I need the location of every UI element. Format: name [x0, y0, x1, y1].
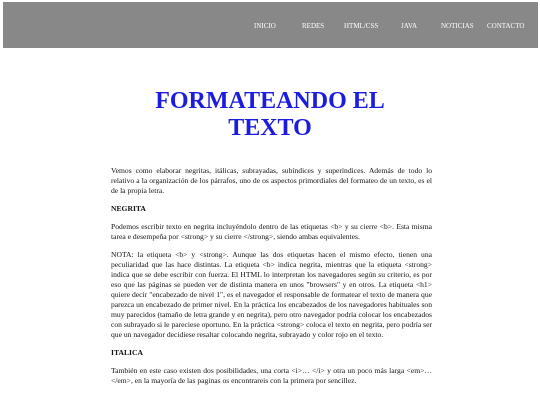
nav-item-redes[interactable]: REDES — [302, 22, 325, 30]
nav-item-noticias[interactable]: NOTICIAS — [441, 22, 474, 30]
article-content — [111, 166, 432, 394]
section-heading-negrita: NEGRITA — [111, 204, 146, 213]
section-heading-italica: ITALICA — [111, 348, 143, 357]
intro-paragraph: Vemos como elaborar negritas, itálicas, subrayadas, subíndices y superíndices. Además de todo lo relativo a la organización de los párrafos, uno de os aspectos primordiales del formateo de un texto, es el de la propia letra. — [111, 166, 432, 195]
page-title — [0, 88, 540, 142]
negrita-paragraph-1: Podemos escribir texto en negrita incluyéndolo dentro de las etiquetas <b> y su cierre <b>. Esta misma tarea e desempeña por <strong> y su cierre </strong>, siendo ambas equivalentes. — [111, 222, 432, 241]
nav-item-inicio[interactable]: INICIO — [254, 22, 276, 30]
nav-item-java[interactable]: JAVA — [401, 22, 418, 30]
page-title-line-1: FORMATEANDO EL — [155, 88, 385, 114]
nav-item-contacto[interactable]: CONTACTO — [487, 22, 525, 30]
italica-paragraph-1: También en este caso existen dos posibilidades, una corta <i>… </i> y otra un poco más larga <em>… </em>, en la mayoría de las paginas os encontrareis con la primera por sencillez. — [111, 366, 432, 385]
page-title-line-2: TEXTO — [228, 115, 312, 141]
negrita-note-paragraph: NOTA: la etiqueta <b> y <strong>. Aunque las dos etiquetas hacen el mismo efecto, tienen una peculiaridad que las hace distintas. La etiqueta <b> indica negrita, mientras que la etiqueta <strong> indica que se debe escribir con fuerza. El HTML lo interpretan los navegadores según su criterio, es por eso que las páginas se pueden ver de distinta manera en unos "browsers" y en otros. La etiqueta <h1> quiere decir "encabezado de nivel 1", es el navegador el responsable de formatear el texto de manera que parezca un encabezado de primer nivel. En la práctica los encabezados de los navegadores habituales son muy parecidos (tamaño de letra grande y en negrita), pero otro navegador podría colocar los encabezados con subrayado si le pareciese oportuno. En la práctica <strong> coloca el texto en negrita, pero podría ser que un navegador decidiese resaltar colocando negrita, subrayado y color rojo en el texto. — [111, 250, 432, 339]
nav-item-html-css[interactable]: HTML/CSS — [344, 22, 379, 30]
top-navbar — [3, 2, 538, 48]
